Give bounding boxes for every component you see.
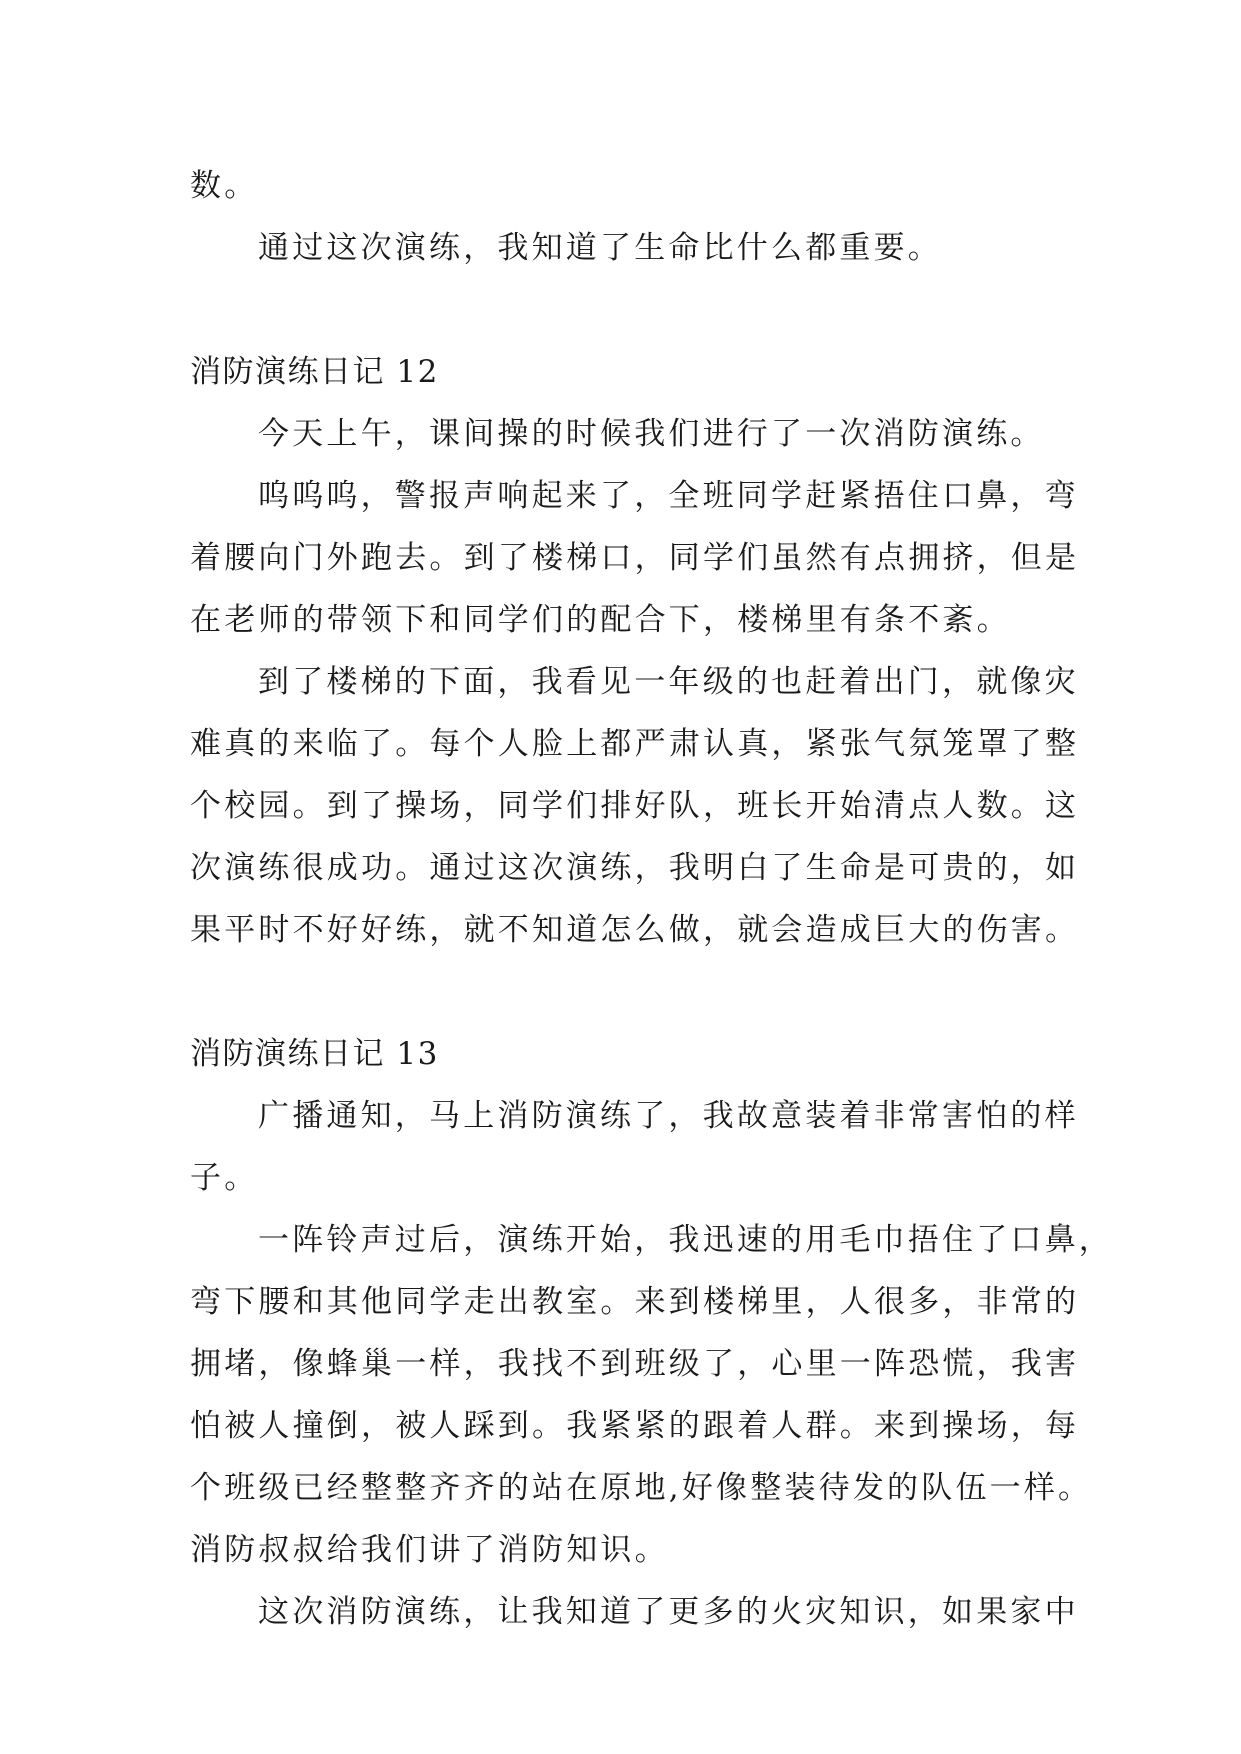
- section-heading: 消防演练日记 12: [190, 354, 439, 390]
- text-line: 难真的来临了。每个人脸上都严肃认真，紧张气氛笼罩了整: [190, 726, 1080, 762]
- text-line: 一阵铃声过后，演练开始，我迅速的用毛巾捂住了口鼻，: [258, 1222, 1113, 1258]
- text-line: 通过这次演练，我知道了生命比什么都重要。: [258, 230, 942, 266]
- text-line: 这次消防演练，让我知道了更多的火灾知识，如果家中: [258, 1594, 1079, 1630]
- text-line: 呜呜呜，警报声响起来了，全班同学赶紧捂住口鼻，弯: [258, 478, 1079, 514]
- text-line: 子。: [190, 1160, 259, 1196]
- text-line: 弯下腰和其他同学走出教室。来到楼梯里，人很多，非常的: [190, 1284, 1080, 1320]
- text-line: 果平时不好好练，就不知道怎么做，就会造成巨大的伤害。: [190, 912, 1080, 948]
- text-line: 到了楼梯的下面，我看见一年级的也赶着出门，就像灾: [258, 664, 1079, 700]
- text-line: 消防叔叔给我们讲了消防知识。: [190, 1532, 669, 1568]
- text-line: 今天上午，课间操的时候我们进行了一次消防演练。: [258, 416, 1045, 452]
- text-line: 个校园。到了操场，同学们排好队，班长开始清点人数。这: [190, 788, 1080, 824]
- text-line: 着腰向门外跑去。到了楼梯口，同学们虽然有点拥挤，但是: [190, 540, 1080, 576]
- section-heading: 消防演练日记 13: [190, 1036, 439, 1072]
- text-line: 次演练很成功。通过这次演练，我明白了生命是可贵的，如: [190, 850, 1080, 886]
- text-line: 怕被人撞倒，被人踩到。我紧紧的跟着人群。来到操场，每: [190, 1408, 1080, 1444]
- text-line: 数。: [190, 168, 259, 204]
- text-line: 拥堵，像蜂巢一样，我找不到班级了，心里一阵恐慌，我害: [190, 1346, 1080, 1382]
- text-line: 个班级已经整整齐齐的站在原地,好像整装待发的队伍一样。: [190, 1470, 1093, 1506]
- text-line: 广播通知，马上消防演练了，我故意装着非常害怕的样: [258, 1098, 1079, 1134]
- text-line: 在老师的带领下和同学们的配合下，楼梯里有条不紊。: [190, 602, 1011, 638]
